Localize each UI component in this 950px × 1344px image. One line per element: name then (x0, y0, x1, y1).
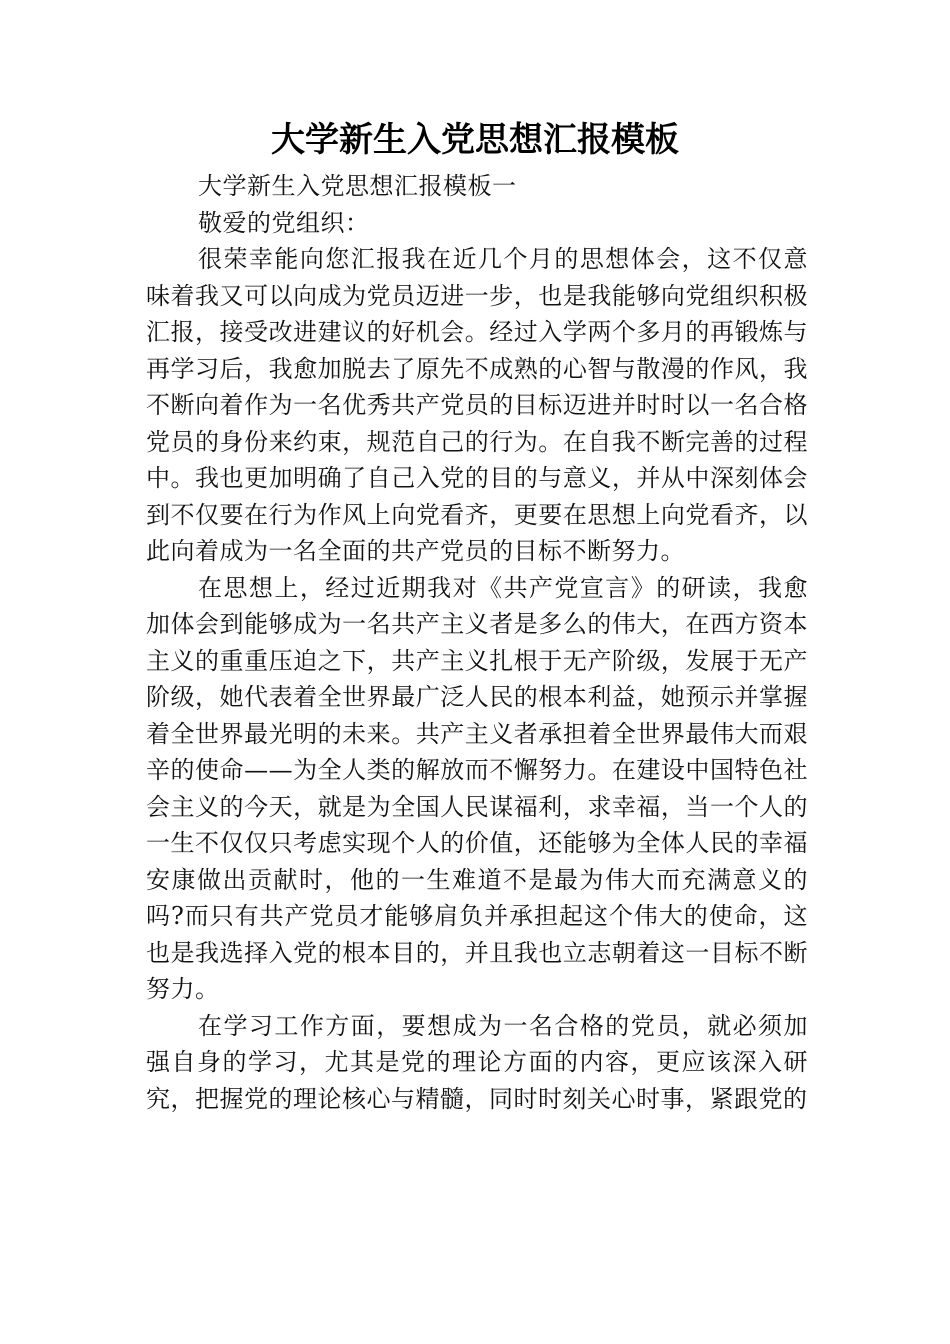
paragraph-salutation: 敬爱的党组织： (198, 208, 370, 237)
paragraph-subtitle: 大学新生入党思想汇报模板一 (198, 172, 517, 200)
paragraph-study-work: 在学习工作方面，要想成为一名合格的党员，就必须加强自身的学习，尤其是党的理论方面的内容，更应该深入研究，把握党的理论核心与精髓，同时时刻关心时事，紧跟党的 (146, 1011, 808, 1113)
paragraph-intro: 很荣幸能向您汇报我在近几个月的思想体会，这不仅意味着我又可以向成为党员迈进一步，也是我能够向党组织积极汇报，接受改进建议的好机会。经过入学两个多月的再锻炼与再学习后，我愈加脱去了原先不成熟的心智与散漫的作风，我不断向着作为一名优秀共产党员的目标迈进并时时以一名合格党员的身份来约束，规范自己的行为。在自我不断完善的过程中。我也更加明确了自己入党的目的与意义，并从中深刻体会到不仅要在行为作风上向党看齐，更要在思想上向党看齐，以此向着成为一名全面的共产党员的目标不断努力。 (146, 245, 808, 565)
document-body (146, 168, 808, 1117)
document-title: 大学新生入党思想汇报模板 (271, 120, 679, 160)
paragraph-thought: 在思想上，经过近期我对《共产党宣言》的研读，我愈加体会到能够成为一名共产主义者是多么的伟大，在西方资本主义的重重压迫之下，共产主义扎根于无产阶级，发展于无产阶级，她代表着全世界最广泛人民的根本利益，她预示并掌握着全世界最光明的未来。共产主义者承担着全世界最伟大而艰辛的使命——为全人类的解放而不懈努力。在建设中国特色社会主义的今天，就是为全国人民谋福利，求幸福，当一个人的一生不仅仅只考虑实现个人的价值，还能够为全体人民的幸福安康做出贡献时，他的一生难道不是最为伟大而充满意义的吗?而只有共产党员才能够肩负并承担起这个伟大的使命，这也是我选择入党的根本目的，并且我也立志朝着这一目标不断努力。 (146, 573, 808, 1003)
